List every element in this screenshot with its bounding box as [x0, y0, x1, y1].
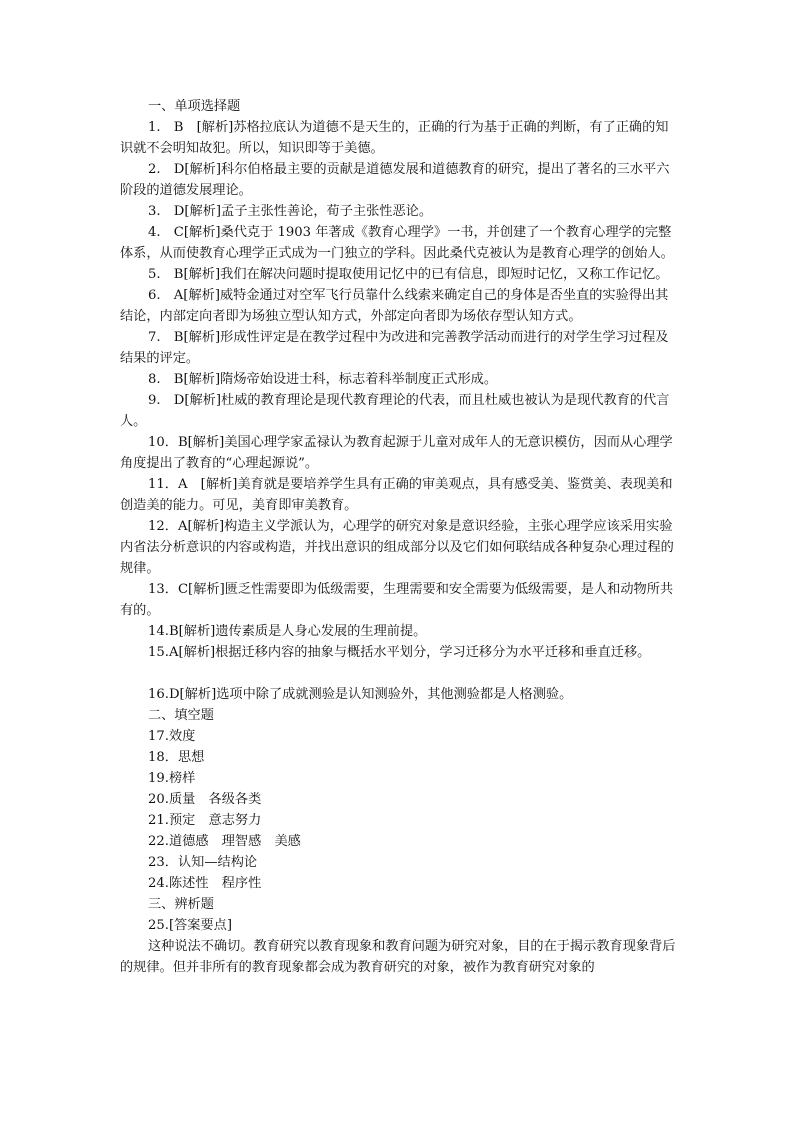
answer-item-21: 21.预定 意志努力 [148, 813, 262, 828]
answer-item-3: 3. D[解析]孟子主张性善论，荀子主张性恶论。 [148, 204, 433, 219]
answer-item-17: 17.效度 [148, 729, 196, 744]
answer-item-19: 19.榜样 [148, 771, 196, 786]
answer-item-5: 5. B[解析]我们在解决问题时提取使用记忆中的已有信息，即短时记忆，又称工作记忆。 [148, 267, 669, 282]
answer-item-6: 6. A[解析]威特金通过对空军飞行员靠什么线索来确定自己的身体是否坐直的实验得出其结论，内部定向者即为场独立型认知方式，外部定向者即为场依存型认知方式。 [120, 288, 669, 324]
answer-item-12: 12．A[解析]构造主义学派认为，心理学的研究对象是意识经验，主张心理学应该采用实验内省法分析意识的内容或构造，并找出意识的组成部分以及它们如何联结成各种复杂心理过程的规律。 [120, 519, 674, 576]
answer-item-23: 23．认知—结构论 [148, 855, 258, 870]
answer-item-1: 1. B [解析]苏格拉底认为道德不是天生的，正确的行为基于正确的判断，有了正确的知识就不会明知故犯。所以，知识即等于美德。 [120, 120, 669, 156]
answer-item-18: 18．思想 [148, 750, 205, 765]
answer-item-22: 22.道德感 理智感 美感 [148, 834, 301, 849]
answer-item-9: 9. D[解析]杜威的教育理论是现代教育理论的代表，而且杜威也被认为是现代教育的代言人。 [120, 393, 670, 429]
answer-item-16: 16.D[解析]选项中除了成就测验是认知测验外，其他测验都是人格测验。 [148, 687, 573, 702]
answer-item-10: 10．B[解析]美国心理学家孟禄认为教育起源于儿童对成年人的无意识模仿，因而从心理学角度提出了教育的“心理起源说”。 [120, 435, 673, 471]
answer-item-8: 8. B[解析]隋炀帝始设进士科，标志着科举制度正式形成。 [148, 372, 498, 387]
answer-item-24: 24.陈述性 程序性 [148, 876, 262, 891]
answer-item-11: 11．A [解析]美育就是要培养学生具有正确的审美观点，具有感受美、鉴赏美、表现美和创造美的能力。可见，美育即审美教育。 [120, 477, 673, 513]
answer-item-25-body: 这种说法不确切。教育研究以教育现象和教育问题为研究对象，目的在于揭示教育现象背后的规律。但并非所有的教育现象都会成为教育研究的对象，被作为教育研究对象的 [120, 939, 676, 975]
answer-item-7: 7. B[解析]形成性评定是在教学过程中为改进和完善教学活动而进行的对学生学习过程及结果的评定。 [120, 330, 669, 366]
section-title-single-choice: 一、单项选择题 [148, 99, 241, 114]
answer-item-13: 13．C[解析]匮乏性需要即为低级需要，生理需要和安全需要为低级需要，是人和动物所共有的。 [120, 582, 674, 618]
answer-item-25-label: 25.[答案要点] [148, 918, 233, 933]
answer-item-4: 4. C[解析]桑代克于 1903 年著成《教育心理学》一书，并创建了一个教育心理学的完整体系，从而使教育心理学正式成为一门独立的学科。因此桑代克被认为是教育心理学的创始人。 [120, 225, 674, 261]
document-page [120, 96, 676, 978]
answer-item-14: 14.B[解析]遗传素质是人身心发展的生理前提。 [148, 624, 427, 639]
section-title-analysis: 三、辨析题 [148, 897, 214, 912]
answer-item-15: 15.A[解析]根据迁移内容的抽象与概括水平划分，学习迁移分为水平迁移和垂直迁移。 [148, 645, 651, 660]
answer-item-20: 20.质量 各级各类 [148, 792, 262, 807]
answer-item-2: 2. D[解析]科尔伯格最主要的贡献是道德发展和道德教育的研究，提出了著名的三水平六阶段的道德发展理论。 [120, 162, 670, 198]
section-title-fill-in: 二、填空题 [148, 708, 214, 723]
blank-line [120, 663, 676, 684]
